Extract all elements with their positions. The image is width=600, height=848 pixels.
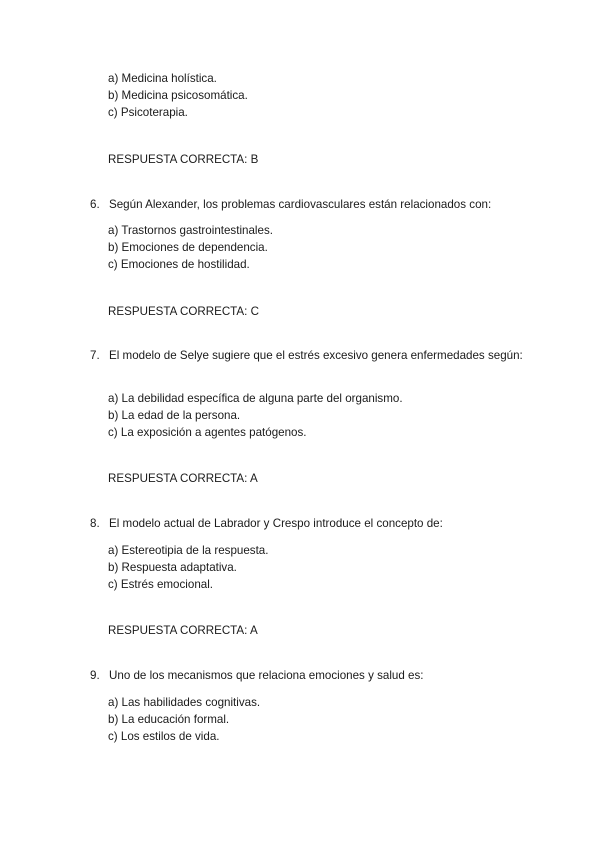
option-a: a) Trastornos gastrointestinales.	[108, 224, 273, 237]
q7-answer: RESPUESTA CORRECTA: A	[108, 472, 258, 485]
question-text: Según Alexander, los problemas cardiovasculares están relacionados con:	[109, 198, 492, 211]
question-number: 8.	[90, 517, 100, 530]
option-a: a) Medicina holística.	[108, 72, 217, 85]
option-a: a) Estereotipia de la respuesta.	[108, 544, 269, 557]
option-c: c) Emociones de hostilidad.	[108, 258, 250, 271]
question-text: Uno de los mecanismos que relaciona emociones y salud es:	[109, 669, 424, 682]
option-c: c) Estrés emocional.	[108, 578, 214, 591]
option-b: b) Emociones de dependencia.	[108, 241, 268, 254]
option-a: a) La debilidad específica de alguna parte del organismo.	[108, 392, 403, 405]
q6-answer: RESPUESTA CORRECTA: C	[108, 305, 259, 318]
option-c: c) La exposición a agentes patógenos.	[108, 426, 307, 439]
q9-options	[108, 694, 540, 745]
question-8	[90, 515, 540, 532]
option-c: c) Psicoterapia.	[108, 106, 188, 119]
q6-options	[108, 222, 540, 273]
option-c: c) Los estilos de vida.	[108, 730, 220, 743]
option-b: b) La educación formal.	[108, 713, 230, 726]
q8-options	[108, 542, 540, 593]
question-number: 6.	[90, 198, 100, 211]
option-a: a) Las habilidades cognitivas.	[108, 696, 261, 709]
question-number: 7.	[90, 349, 100, 362]
option-b: b) Respuesta adaptativa.	[108, 561, 237, 574]
q5-answer: RESPUESTA CORRECTA: B	[108, 153, 259, 166]
q5-options	[108, 70, 540, 121]
q7-options	[108, 390, 540, 441]
option-b: b) Medicina psicosomática.	[108, 89, 248, 102]
q8-answer: RESPUESTA CORRECTA: A	[108, 624, 258, 637]
question-text: El modelo actual de Labrador y Crespo introduce el concepto de:	[109, 517, 443, 530]
question-9	[90, 667, 540, 684]
question-number: 9.	[90, 669, 100, 682]
question-6	[90, 196, 540, 213]
option-b: b) La edad de la persona.	[108, 409, 241, 422]
question-7	[90, 347, 535, 364]
question-text: El modelo de Selye sugiere que el estrés excesivo genera enfermedades según:	[109, 349, 523, 362]
